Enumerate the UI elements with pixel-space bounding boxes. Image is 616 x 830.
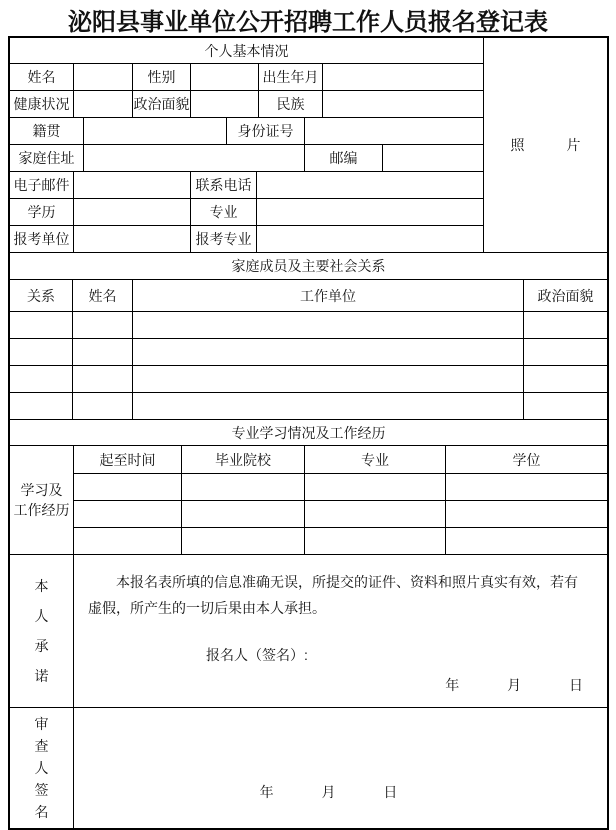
personal-section-header: 个人基本情况 [10,38,484,64]
review-label: 审查人签名 [34,716,49,820]
study-col-degree: 学位 [446,446,607,474]
study-section-header: 专业学习情况及工作经历 [10,420,607,446]
study-row-label-line2: 工作经历 [13,502,70,518]
family-columns-row [10,280,607,312]
label-apply-unit: 报考单位 [10,226,74,253]
study-cell [305,528,446,555]
label-gender: 性别 [133,64,191,91]
family-cell [73,339,133,366]
family-row-1 [10,312,607,339]
family-cell [133,393,524,420]
family-section-header-row [10,253,607,280]
family-col-relation: 关系 [10,280,73,312]
family-col-name: 姓名 [73,280,133,312]
study-section [10,446,607,555]
study-cell [74,528,182,555]
study-col-school: 毕业院校 [182,446,305,474]
commitment-text: 本报名表所填的信息准确无误，所提交的证件、资料和照片真实有效，若有虚假，所产生的一切后果由本人承担。 [88,574,578,616]
review-date-line [260,782,422,802]
value-cell-id-number [305,118,484,145]
commitment-label: 本人承诺 [34,578,49,684]
label-native-place: 籍贯 [10,118,84,145]
value-cell-major [257,199,484,226]
personal-info-grid [10,38,484,253]
family-cell [133,312,524,339]
label-home-address: 家庭住址 [10,145,84,172]
form-table [8,36,609,830]
review-label-cell [10,708,74,828]
study-cell [446,474,607,501]
value-cell-health [74,91,133,118]
review-date-day: 日 [383,784,398,800]
study-cell [446,528,607,555]
label-health: 健康状况 [10,91,74,118]
study-cell [182,501,305,528]
family-cell [73,366,133,393]
study-cell [305,474,446,501]
value-cell-ethnicity [323,91,484,118]
value-cell-education [74,199,191,226]
value-cell-apply-unit [74,226,191,253]
family-cell [524,312,607,339]
commitment-date-year: 年 [445,677,460,693]
study-row-3 [74,528,607,555]
family-row-4 [10,393,607,420]
family-col-political-status: 政治面貌 [524,280,607,312]
review-section [10,708,607,828]
family-cell [73,393,133,420]
study-row-label [10,446,74,555]
applicant-signature-label: 报名人（签名）: [206,647,308,663]
study-cell [74,474,182,501]
photo-cell: 照 片 [484,38,607,253]
value-cell-phone [257,172,484,199]
label-birth-date: 出生年月 [259,64,323,91]
family-row-2 [10,339,607,366]
label-major: 专业 [191,199,257,226]
family-cell [133,366,524,393]
study-cell [182,528,305,555]
commitment-label-cell [10,555,74,708]
commitment-date-month: 月 [507,677,522,693]
study-row-label-line1: 学习及 [20,482,63,498]
form-title: 泌阳县事业单位公开招聘工作人员报名登记表 [68,8,548,36]
study-cell [305,501,446,528]
personal-info-section [10,38,607,253]
value-cell-home-address [84,145,305,172]
family-row-3 [10,366,607,393]
study-cell [446,501,607,528]
commitment-date-line [74,675,607,695]
family-cell [73,312,133,339]
label-education: 学历 [10,199,74,226]
family-section-header: 家庭成员及主要社会关系 [10,253,607,280]
value-cell-apply-major [257,226,484,253]
label-postal-code: 邮编 [305,145,383,172]
family-cell [10,393,73,420]
review-body [74,708,607,828]
review-date-month: 月 [321,784,336,800]
value-cell-birth-date [323,64,484,91]
family-cell [524,366,607,393]
review-date-year: 年 [259,784,274,800]
value-cell-political-status [191,91,259,118]
study-row-1 [74,474,607,501]
label-apply-major: 报考专业 [191,226,257,253]
study-cell [182,474,305,501]
label-political-status: 政治面貌 [133,91,191,118]
commitment-date-day: 日 [569,677,583,693]
label-email: 电子邮件 [10,172,74,199]
family-cell [10,339,73,366]
label-id-number: 身份证号 [227,118,305,145]
family-cell [524,393,607,420]
study-grid [74,446,607,555]
study-col-major: 专业 [305,446,446,474]
study-row-2 [74,501,607,528]
family-cell [133,339,524,366]
commitment-body [74,555,607,708]
study-cell [74,501,182,528]
study-section-header-row [10,420,607,446]
commitment-section [10,555,607,708]
family-cell [524,339,607,366]
family-cell [10,366,73,393]
family-col-work-unit: 工作单位 [133,280,524,312]
value-cell-postal-code [383,145,484,172]
family-cell [10,312,73,339]
value-cell-name [74,64,133,91]
label-name: 姓名 [10,64,74,91]
label-phone: 联系电话 [191,172,257,199]
value-cell-gender [191,64,259,91]
label-ethnicity: 民族 [259,91,323,118]
value-cell-native-place [84,118,227,145]
study-col-period: 起至时间 [74,446,182,474]
value-cell-email [74,172,191,199]
